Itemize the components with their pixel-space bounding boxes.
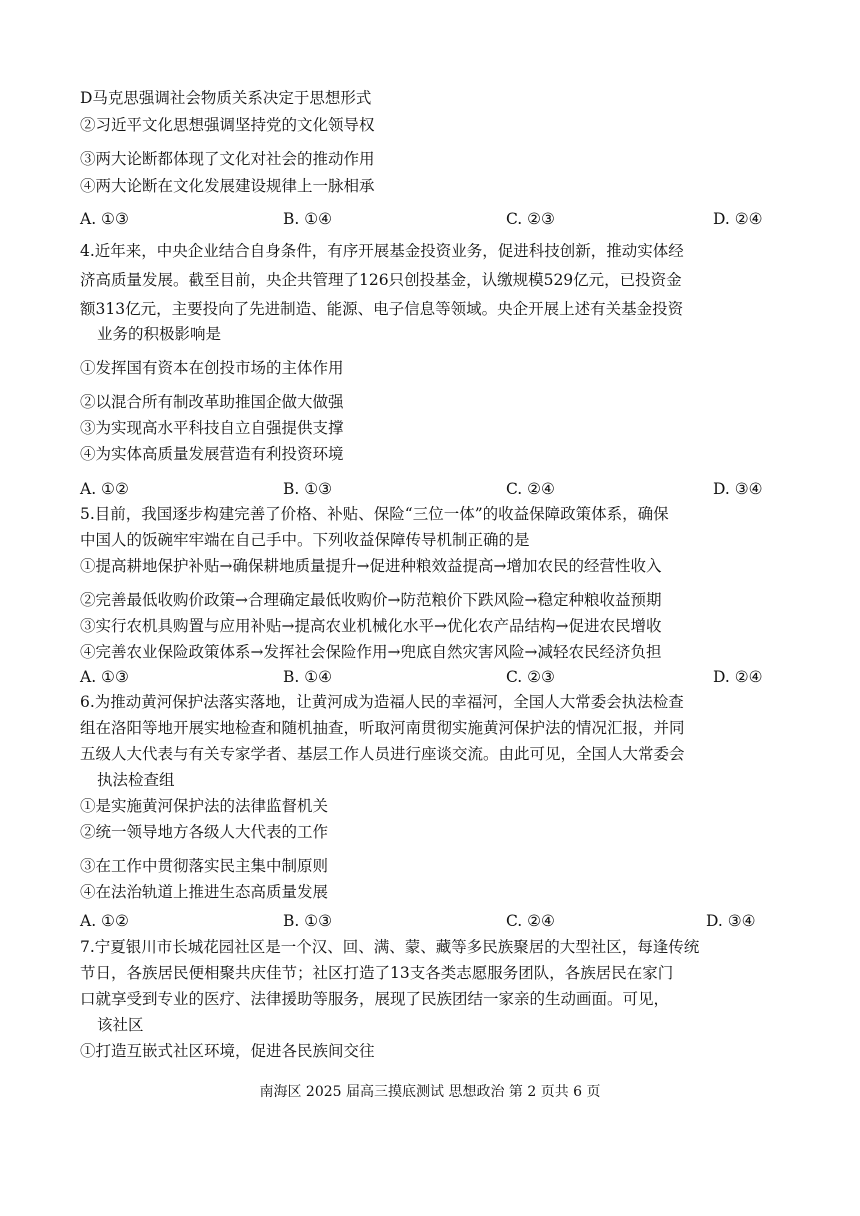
q7-stem-line-4: 该社区	[97, 1016, 144, 1034]
q5-option-c: C. ②③	[506, 668, 555, 686]
q4-stem-line-3: 额313亿元，主要投向了先进制造、能源、电子信息等领域。央企开展上述有关基金投资	[80, 300, 684, 318]
q6-option-a: A. ①②	[80, 912, 129, 930]
q5-item-2: ②完善最低收购价政策→合理确定最低收购价→防范粮价下跌风险→稳定种粮收益预期	[80, 591, 662, 609]
q3-item-2: ②习近平文化思想强调坚持党的文化领导权	[80, 116, 375, 134]
q6-item-1: ①是实施黄河保护法的法律监督机关	[80, 797, 329, 815]
page-footer: 南海区 2025 届高三摸底测试 思想政治 第 2 页共 6 页	[259, 1084, 601, 1100]
q6-stem-line-4: 执法检查组	[97, 771, 175, 789]
q6-option-d: D. ③④	[706, 912, 756, 930]
q6-stem-line-1: 6.为推动黄河保护法落实落地，让黄河成为造福人民的幸福河，全国人大常委会执法检查	[80, 693, 684, 711]
q3-option-b: B. ①④	[283, 210, 333, 228]
q4-item-1: ①发挥国有资本在创投市场的主体作用	[80, 359, 344, 377]
q3-item-3: ③两大论断都体现了文化对社会的推动作用	[80, 150, 375, 168]
q4-option-c: C. ②④	[506, 480, 555, 498]
q4-stem-line-2: 济高质量发展。截至目前，央企共管理了126只创投基金，认缴规模529亿元，已投资金	[80, 271, 682, 289]
q3-item-4: ④两大论断在文化发展建设规律上一脉相承	[80, 177, 375, 195]
q4-item-2: ②以混合所有制改革助推国企做大做强	[80, 393, 344, 411]
q3-item-1: D马克思强调社会物质关系决定于思想形式	[80, 89, 372, 107]
q3-option-a: A. ①③	[80, 210, 129, 228]
q7-item-1: ①打造互嵌式社区环境，促进各民族间交往	[80, 1042, 375, 1060]
q4-stem-line-4: 业务的积极影响是	[97, 325, 222, 343]
q5-item-3: ③实行农机具购置与应用补贴→提高农业机械化水平→优化农产品结构→促进农民增收	[80, 617, 662, 635]
q4-stem-line-1: 4.近年来，中央企业结合自身条件，有序开展基金投资业务，促进科技创新，推动实体经	[80, 242, 684, 260]
q5-option-a: A. ①③	[80, 668, 129, 686]
q5-stem-line-1: 5.目前，我国逐步构建完善了价格、补贴、保险“三位一体”的收益保障政策体系，确保	[80, 505, 669, 523]
q6-item-2: ②统一领导地方各级人大代表的工作	[80, 823, 329, 841]
q5-item-1: ①提高耕地保护补贴→确保耕地质量提升→促进种粮效益提高→增加农民的经营性收入	[80, 557, 662, 575]
q4-item-3: ③为实现高水平科技自立自强提供支撑	[80, 419, 344, 437]
q3-option-c: C. ②③	[506, 210, 555, 228]
q6-option-b: B. ①③	[283, 912, 333, 930]
q6-stem-line-2: 组在洛阳等地开展实地检查和随机抽查，听取河南贯彻实施黄河保护法的情况汇报，并同	[80, 719, 685, 737]
q4-item-4: ④为实体高质量发展营造有利投资环境	[80, 445, 344, 463]
q7-stem-line-1: 7.宁夏银川市长城花园社区是一个汉、回、满、蒙、藏等多民族聚居的大型社区，每逢传统	[80, 938, 700, 956]
q7-stem-line-2: 节日，各族居民便相聚共庆佳节；社区打造了13支各类志愿服务团队，各族居民在家门	[80, 964, 674, 982]
q5-option-b: B. ①④	[283, 668, 333, 686]
q5-stem-line-2: 中国人的饭碗牢牢端在自己手中。下列收益保障传导机制正确的是	[80, 531, 530, 549]
q7-stem-line-3: 口就享受到专业的医疗、法律援助等服务，展现了民族团结一家亲的生动画面。可见，	[80, 990, 670, 1008]
q6-option-c: C. ②④	[506, 912, 555, 930]
q4-option-d: D. ③④	[713, 480, 763, 498]
q6-item-4: ④在法治轨道上推进生态高质量发展	[80, 883, 329, 901]
q4-option-a: A. ①②	[80, 480, 129, 498]
q6-item-3: ③在工作中贯彻落实民主集中制原则	[80, 857, 329, 875]
q3-option-d: D. ②④	[713, 210, 763, 228]
q5-item-4: ④完善农业保险政策体系→发挥社会保险作用→兜底自然灾害风险→减轻农民经济负担	[80, 643, 662, 661]
q4-option-b: B. ①③	[283, 480, 333, 498]
q5-option-d: D. ②④	[713, 668, 763, 686]
q6-stem-line-3: 五级人大代表与有关专家学者、基层工作人员进行座谈交流。由此可见，全国人大常委会	[80, 745, 685, 763]
